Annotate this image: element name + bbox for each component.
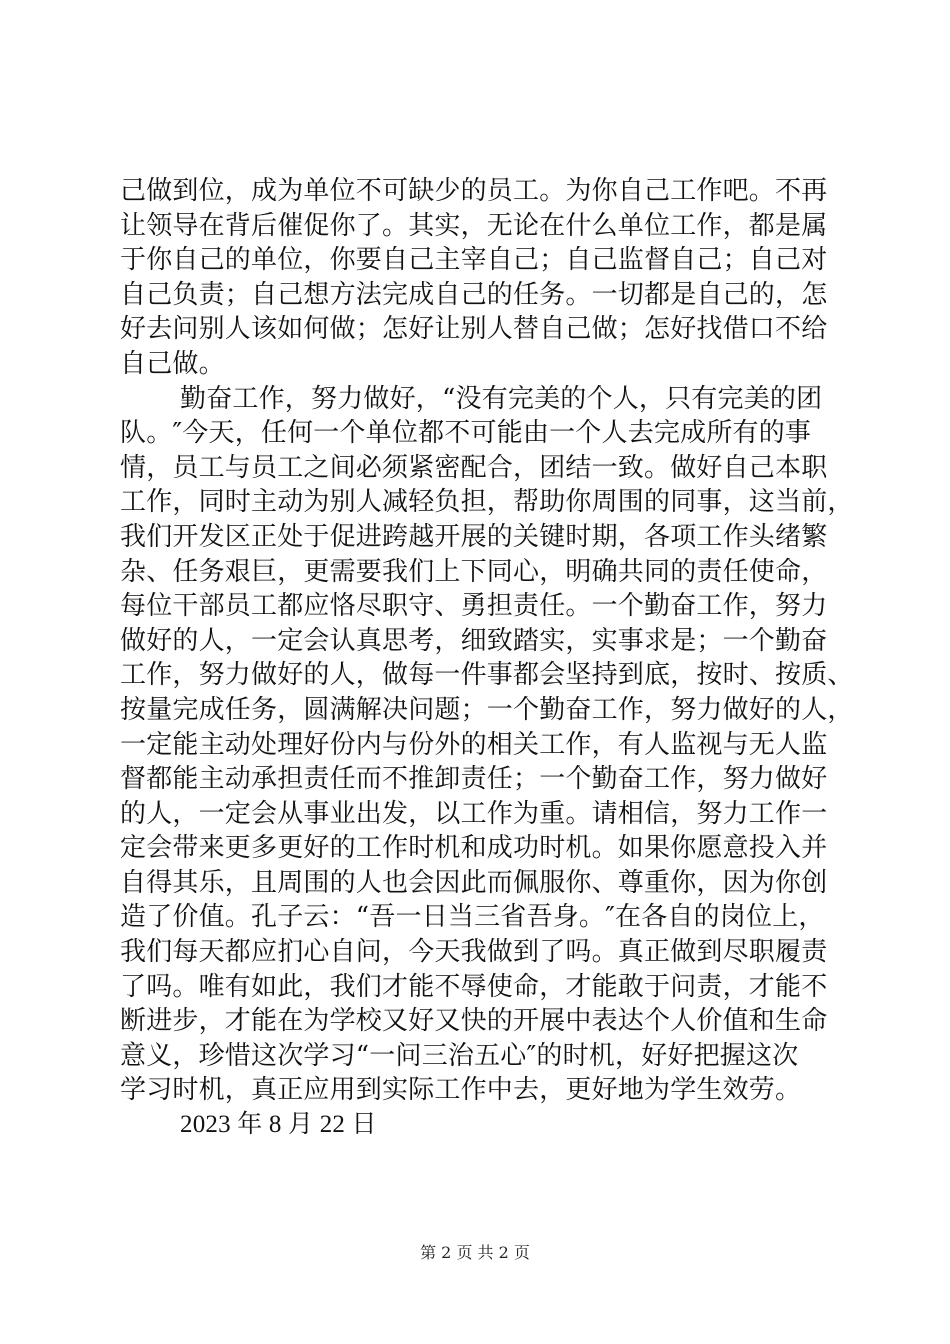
- document-date: 2023 年 8 月 22 日: [180, 1111, 377, 1139]
- body-text: [120, 174, 854, 1143]
- text-line: 情，员工与员工之间必须紧密配合，团结一致。做好自己本职: [120, 452, 828, 483]
- text-line: 的人，一定会从事业出发，以工作为重。请相信，努力工作一: [120, 798, 828, 829]
- text-line: 一定能主动处理好份内与份外的相关工作，有人监视与无人监: [120, 729, 828, 760]
- paragraph-start-line: 勤奋工作，努力做好，“没有完美的个人，只有完美的团: [180, 383, 823, 414]
- text-line: 自己负责；自己想方法完成自己的任务。一切都是自己的，怎: [120, 279, 828, 310]
- text-line: 队。″今天，任何一个单位都不可能由一个人去完成所有的事: [120, 418, 812, 449]
- text-line: 我们每天都应扪心自问，今天我做到了吗。真正做到尽职履责: [120, 937, 828, 968]
- text-line: 好去问别人该如何做；怎好让别人替自己做；怎好找借口不给: [120, 314, 828, 345]
- text-line: 按量完成任务，圆满解决问题；一个勤奋工作，努力做好的人，: [120, 694, 854, 725]
- text-line: 断进步，才能在为学校又好又快的开展中表达个人价值和生命: [120, 1006, 828, 1037]
- text-line: 让领导在背后催促你了。其实，无论在什么单位工作，都是属: [120, 210, 828, 241]
- text-line: 自得其乐，且周围的人也会因此而佩服你、尊重你，因为你创: [120, 867, 828, 898]
- page-footer: [0, 1243, 950, 1263]
- text-line: 自己做。: [120, 348, 225, 379]
- text-line: 造了价值。孔子云：“吾一日当三省吾身。″在各自的岗位上，: [120, 902, 825, 933]
- text-line: 每位干部员工都应恪尽职守、勇担责任。一个勤奋工作，努力: [120, 591, 828, 622]
- page-number-label: 第 2 页 共 2 页: [420, 1243, 530, 1262]
- text-line: 己做到位，成为单位不可缺少的员工。为你自己工作吧。不再: [120, 176, 828, 206]
- text-line: 杂、任务艰巨，更需要我们上下同心，明确共同的责任使命，: [120, 556, 828, 587]
- text-line: 工作，努力做好的人，做每一件事都会坚持到底，按时、按质、: [120, 660, 854, 691]
- text-line: 学习时机，真正应用到实际工作中去，更好地为学生效劳。: [120, 1075, 802, 1106]
- text-line: 意义，珍惜这次学习“一问三治五心″的时机，好好把握这次: [120, 1040, 799, 1071]
- text-line: 我们开发区正处于促进跨越开展的关键时期，各项工作头绪繁: [120, 521, 828, 552]
- text-line: 督都能主动承担责任而不推卸责任；一个勤奋工作，努力做好: [120, 764, 828, 795]
- text-line: 了吗。唯有如此，我们才能不辱使命，才能敢于问责，才能不: [120, 971, 828, 1002]
- text-line: 做好的人，一定会认真思考，细致踏实，实事求是；一个勤奋: [120, 625, 828, 656]
- text-line: 工作，同时主动为别人减轻负担，帮助你周围的同事，这当前，: [120, 487, 854, 518]
- text-line: 于你自己的单位，你要自己主宰自己；自己监督自己；自己对: [120, 245, 828, 276]
- text-line: 定会带来更多更好的工作时机和成功时机。如果你愿意投入并: [120, 833, 828, 864]
